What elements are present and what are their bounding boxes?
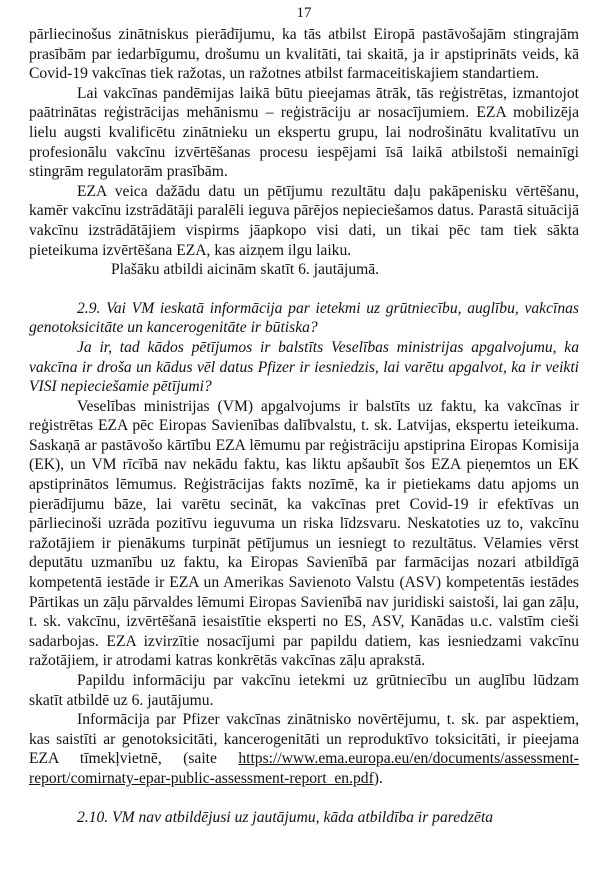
paragraph-pfizer-assessment [29, 710, 579, 788]
ema-report-link[interactable]: https://www.ema.europa.eu/en/documents/assessment-report/comirnaty-epar-public-assessment-report_en.pdf [29, 750, 579, 787]
document-page [29, 0, 579, 827]
paragraph-rolling-review: EZA veica dažādu datu un pētījumu rezultātu daļu pakāpenisku vērtēšanu, kamēr vakcīnu izstrādātāji paralēli ieguva pārējos nepieciešamos datus. Parastā situācijā vakcīnu izstrādātājiem vispirms jāapkopo visi dati, un tikai pēc tam tiek sākta pieteikuma izvērtēšana EZA, kas aizņem ilgu laiku. [29, 182, 579, 259]
pfizer-assessment-text: Informācija par Pfizer vakcīnas zinātnisko novērtējumu, t. sk. par aspektiem, kas saistīti ar genotoksicitāti, kancerogenitāti un reproduktīvo toksicitāti, ir pieejama EZA tīmekļvietnē, (saite [29, 711, 579, 768]
question-2-9-detail: Ja ir, tad kādos pētījumos ir balstīts Veselības ministrijas apgalvojumu, ka vakcīna ir droša un kādus vēl datus Pfizer ir iesniedzis, lai varētu apgalvot, ka ir veikti VISI nepieciešamie pētījumi? [29, 338, 579, 396]
pfizer-assessment-end: ). [373, 769, 383, 787]
paragraph-see-question-6: Plašāku atbildi aicinām skatīt 6. jautājumā. [111, 261, 380, 279]
paragraph-conditional-registration: Lai vakcīnas pandēmijas laikā būtu pieejamas ātrāk, tās reģistrētas, izmantojot paātrinātas reģistrācijas mehānismu – reģistrāciju ar nosacījumiem. EZA mobilizēja lielu augsti kvalificētu zinātnieku un ekspertu grupu, lai nodrošinātu kvalitatīvu un profesionālu vakcīnu izvērtēšanas procesu iespējami īsā laikā atbilstoši nemainīgi stingrām regulatorām prasībām. [29, 84, 579, 181]
spacer [29, 280, 579, 299]
page-number: 17 [296, 5, 312, 21]
paragraph-ministry-statement: Veselības ministrijas (VM) apgalvojums ir balstīts uz faktu, ka vakcīnas ir reģistrētas EZA pēc Eiropas Savienības dalībvalstu, t. sk. Latvijas, ekspertu ieteikuma. Saskaņā ar pastāvošo kārtību EZA lēmumu par reģistrāciju apstiprina Eiropas Komisija (EK), un VM rīcībā nav nekādu faktu, kas liktu apšaubīt šos EZA pieņemtos un EK apstiprinātos lēmumus. Reģistrācijas fakts nozīmē, ka ir pietiekams datu apjoms un pierādījumu bāze, lai varētu secināt, ka vakcīnas pret Covid-19 ir efektīvas un pārliecinoši uzrāda pozitīvu ieguvuma un riska līdzsvaru. Neskatoties uz to, vakcīnu ražotājiem ir pienākums turpināt pētījumus un iesniegt to rezultātus. Vēlamies vērst deputātu uzmanību uz faktu, ka Eiropas Savienībā par farmācijas nozari atbildīgā kompetentā iestāde ir EZA un Amerikas Savienoto Valstu (ASV) kompetentās iestādes Pārtikas un zāļu pārvaldes lēmumi Eiropas Savienībā nav juridiski saistoši, lai gan zāļu, t. sk. vakcīnu, izvērtēšanā iesaistītie eksperti no ES, ASV, Kanādas u.c. valstīm cieši sadarbojas. EZA izvirzītie nosacījumi par papildu datiem, kas iesniedzami vakcīnu ražotājiem, ir atrodami katras konkrētās vakcīnas zāļu aprakstā. [29, 397, 579, 670]
paragraph-standards: pārliecinošus zinātniskus pierādījumu, ka tās atbilst Eiropā pastāvošajām stingrajām prasībām par iedarbīgumu, drošumu un kvalitāti, tai skaitā, ja ir apstiprināts veids, kā Covid-19 vakcīnas tiek ražotas, un ražotnes atbilst farmaceitiskajiem standartiem. [29, 26, 579, 83]
paragraph-pregnancy-fertility: Papildu informāciju par vakcīnu ietekmi uz grūtniecību un auglību lūdzam skatīt atbildē uz 6. jautājumu. [29, 672, 579, 709]
question-2-10-heading: 2.10. VM nav atbildējusi uz jautājumu, kāda atbildība ir paredzēta [77, 808, 494, 826]
question-2-9-heading: 2.9. Vai VM ieskatā informācija par ietekmi uz grūtniecību, auglību, vakcīnas genotoksicitāte un kancerogenitāte ir būtiska? [29, 299, 579, 337]
spacer [29, 789, 579, 808]
